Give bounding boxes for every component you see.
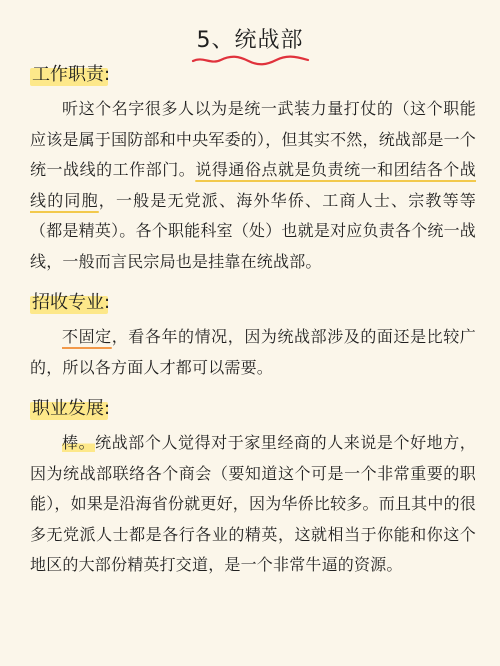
section-heading-career: 职业发展: bbox=[30, 396, 112, 422]
page-title bbox=[197, 26, 304, 56]
career-text-highlighted: 棒。 bbox=[62, 433, 96, 452]
section-body-majors bbox=[30, 322, 476, 383]
responsibilities-text-c: ，一般是无党派、海外华侨、工商人士、宗教等等（都是精英）。各个职能科室（处）也就是对应负责各个统一战线，一般而言民宗局也是挂靠在统战部。 bbox=[30, 190, 476, 271]
responsibilities-text-a: 听这个名字很多人以为是统一武装力量打仗的（这个职能应该是属于国防部和中央军委的），但其实不然，统战部是一个统一战线的工作部门。 bbox=[30, 99, 476, 179]
section-majors bbox=[30, 290, 476, 383]
title-area bbox=[0, 26, 500, 56]
section-body-responsibilities bbox=[30, 94, 476, 277]
majors-text-underlined: 不固定 bbox=[62, 327, 112, 346]
section-heading-majors: 招收专业: bbox=[30, 290, 112, 316]
section-body-career bbox=[30, 428, 476, 581]
responsibilities-text-underlined: 说得通俗点就是负责统一和团结各个战线的同胞 bbox=[30, 160, 476, 210]
majors-text-b: ，看各年的情况，因为统战部涉及的面还是比较广的，所以各方面人才都可以需要。 bbox=[30, 327, 476, 377]
section-heading-responsibilities: 工作职责: bbox=[30, 62, 112, 88]
section-responsibilities bbox=[30, 62, 476, 277]
career-text-b: 统战部个人觉得对于家里经商的人来说是个好地方，因为统战部联络各个商会（要知道这个可是一个非常重要的职能），如果是沿海省份就更好，因为华侨比较多。而且其中的很多无党派人士都是各行各业的精英，这就相当于你能和你这个地区的大部份精英打交道，是一个非常牛逼的资源。 bbox=[30, 433, 476, 574]
page-title-text: 5、统战部 bbox=[196, 28, 304, 53]
section-career bbox=[30, 396, 476, 581]
